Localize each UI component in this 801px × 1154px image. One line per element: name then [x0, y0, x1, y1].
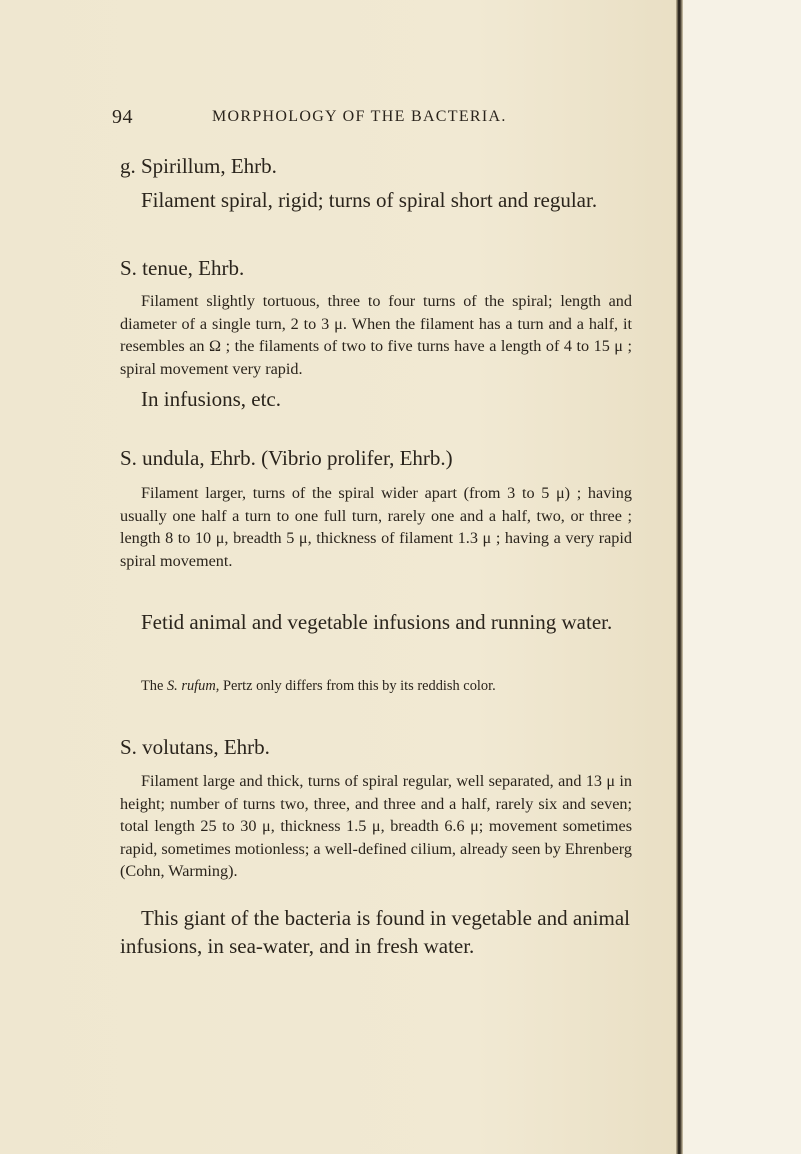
volutans-description: Filament large and thick, turns of spiral regular, well separated, and 13 μ in height; number of turns two, three, and three and a half, rarely six and seven; total length 25 to 30 μ, thickness 1.5 μ, breadth 6.6 μ; movement sometimes rapid, sometimes motionless; a well-defined cilium, already seen by Ehrenberg (Cohn, Warming). [120, 772, 632, 881]
note-prefix: The [141, 678, 167, 694]
tenue-description: Filament slightly tortuous, three to four turns of the spiral; length and diameter of a single turn, 2 to 3 μ. When the filament has a turn and a half, it resembles an Ω ; the filaments of two to five turns have a length of 4 to 15 μ ; spiral movement very rapid. [120, 292, 632, 378]
volutans-heading: S. volutans, Ehrb. [120, 735, 270, 759]
genus-description: Filament spiral, rigid; turns of spiral short and regular. [141, 188, 598, 212]
undula-heading: S. undula, Ehrb. (Vibrio prolifer, Ehrb.) [120, 446, 453, 470]
volutans-habitat: This giant of the bacteria is found in vegetable and animal infusions, in sea-water, and in fresh water. [120, 906, 630, 958]
genus-heading: g. Spirillum, Ehrb. [120, 154, 277, 178]
page-number: 94 [112, 106, 133, 128]
undula-description: Filament larger, turns of the spiral wider apart (from 3 to 5 μ) ; having usually one half a turn to one full turn, rarely one and a half, two, or three ; length 8 to 10 μ, breadth 5 μ, thickness of filament 1.3 μ ; having a very rapid spiral movement. [120, 484, 632, 570]
running-title: MORPHOLOGY OF THE BACTERIA. [212, 108, 507, 125]
undula-note [120, 676, 632, 697]
tenue-habitat: In infusions, etc. [141, 387, 281, 411]
note-species-name: S. rufum, [166, 678, 220, 694]
book-spine-edge [676, 0, 683, 1154]
note-suffix: Pertz only differs from this by its reddish color. [219, 678, 496, 694]
tenue-heading: S. tenue, Ehrb. [120, 256, 245, 280]
page-margin-background [680, 0, 801, 1154]
undula-habitat: Fetid animal and vegetable infusions and running water. [141, 610, 613, 634]
page-header [112, 106, 562, 136]
